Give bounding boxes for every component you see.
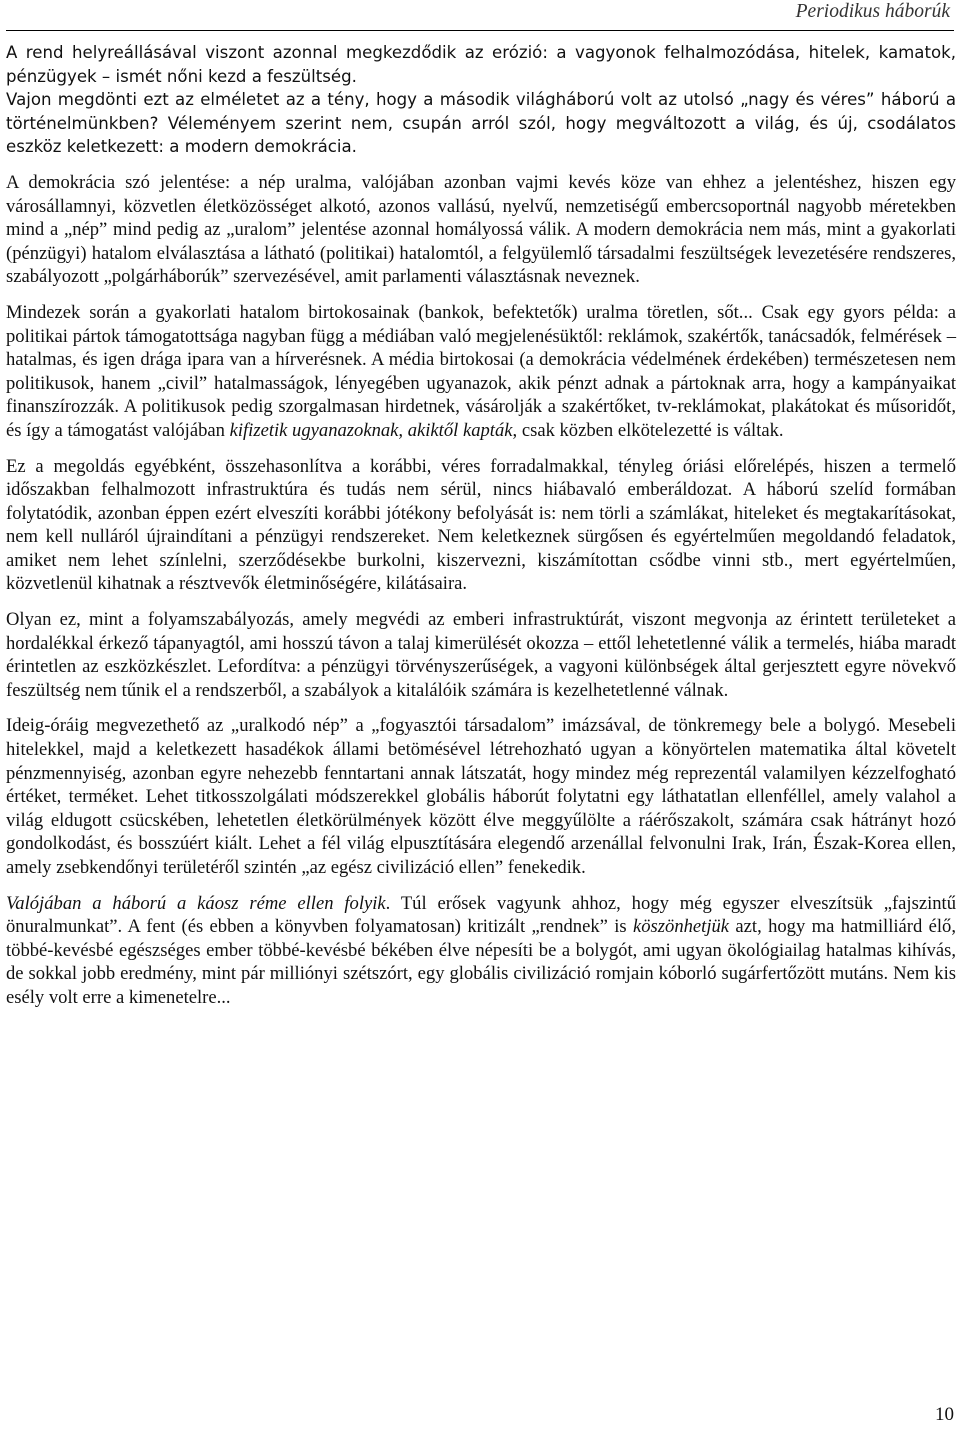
text-segment: Olyan ez, mint a folyamszabályozás, amely megvédi az emberi infrastruktúrát, viszont megvonja az érintett területeket a hordalékkal érkező tápanyagtól, ami hosszú távon a talaj kimerülését okozza – ettől lehetetlenné válik a termelés, hiába maradt érintetlen az eszközkészlet. Lefordítva: a pénzügyi törvényszerűségek, a vagyoni különbségek által gerjesztett egyre növekvő feszültség nem tűnik el a rendszerből, a szabályok a kitalálóik számára is kezelhetetlenné válnak. [6, 609, 956, 701]
document-body [6, 41, 956, 1022]
running-header [6, 0, 954, 31]
text-segment: Vajon megdönti ezt az elméletet az a tény, hogy a második világháború volt az utolsó „nagy és véres” háború a történelmünkben? Véleményem szerint nem, csupán arról szól, hogy megváltozott a világ, és új, csodálatos eszköz keletkezett: a modern demokrácia. [6, 90, 956, 157]
paragraph [6, 41, 956, 88]
italic-text: kifizetik ugyanazoknak, akiktől kapták [229, 419, 513, 441]
paragraph [6, 171, 956, 289]
paragraph [6, 455, 956, 597]
paragraph [6, 608, 956, 702]
paragraph [6, 714, 956, 879]
text-segment: A demokrácia szó jelentése: a nép uralma, valójában azonban vajmi kevés köze van ehhez a jelentéshez, hiszen egy városállamnyi, közvetlen életközösséget alkotó, azonos vallású, nyelvű, nemzetiségű embercsoportnál nagyobb méretekben mind a „nép” mind pedig az „uralom” jelentése azonnal homályossá válik. A modern demokrácia nem más, mint a gyakorlati (pénzügyi) hatalom elválasztása a látható (politikai) hatalomtól, a felgyülemlő társadalmi feszültségek levezetésére rendszeres, szabályozott „polgárháborúk” szervezésével, amit parlamenti választásnak neveznek. [6, 171, 956, 288]
page-number: 10 [935, 1404, 954, 1425]
italic-text: Valójában a háború a káosz réme ellen folyik [6, 892, 386, 914]
italic-text: köszönhetjük [633, 916, 730, 938]
text-segment: , csak közben elkötelezetté is váltak. [512, 419, 784, 441]
text-segment: Ideig-óráig megvezethető az „uralkodó nép” a „fogyasztói társadalom” imázsával, de tönkremegy bele a bolygó. Mesebeli hitelekkel, majd a keletkezett hasadékok állami betömésével létrehozható ugyan a könyörtelen matematika által követelt pénzmennyiség, azonban egyre nehezebb fenntartani annak látszatát, hogy mindez még reprezentál valamilyen kézzelfogható értéket, terméket. Lehet titkosszolgálati módszerekkel globális háborút folytatni egy láthatatlan ellenféllel, amely valahol a világ eldugott csücskében, lehetetlen életkörülmények között élve meggyűlölte a ráérőszakolt, számára csak hátrányt hozó gondolkodást, és bosszúért kiált. Lehet a fél világ elpusztítására elegendő arzenállal felvonulni Irak, Irán, Észak-Korea ellen, amely zsebkendőnyi területéről szintén „az egész civilizáció ellen” fenekedik. [6, 715, 956, 878]
text-segment: Ez a megoldás egyébként, összehasonlítva a korábbi, véres forradalmakkal, tényleg óriási előrelépés, hiszen a termelő időszakban felhalmozott infrastruktúra és tudás nem sérül, nincs hiábavaló emberáldozat. A háború szelíd formában folytatódik, azonban éppen ezért elveszíti korábbi jótékony befolyását is: nem törli a számlákat, hiteleket és megtakarításokat, nem kell nulláról újraindítani a pénzügyi rendszereket. Nem keletkeznek sürgősen és egyértelműen megoldandó feladatok, amiket nem lehet színlelni, szerződésekbe burkolni, kiszervezni, kiszámítottan csődbe vinni stb., mert egyértelműen, közvetlenül kihatnak a résztvevők életminőségére, kilátásaira. [6, 455, 956, 595]
paragraph [6, 892, 956, 1010]
text-segment: azt, hogy ma hatmilliárd élő, többé-kevésbé egészséges ember többé-kevésbé békében élve népesíti be a bolygót, ami ugyan ökológiailag hatalmas kihívás, de sokkal jobb eredmény, mint pár milliónyi szétszórt, egy globális civilizáció romjain kóborló sugárfertőzött mutáns. Nem kis esély volt erre a kimenetelre... [6, 916, 956, 1008]
paragraph [6, 301, 956, 443]
header-title: Periodikus háborúk [795, 1, 950, 22]
text-segment: Mindezek során a gyakorlati hatalom birtokosainak (bankok, befektetők) uralma töretlen, sőt... Csak egy gyors példa: a politikai pártok támogatottsága nagyban függ a médiában való megjelenésüktől: reklámok, szakértők, tanácsadók, felmérések – hatalmas, és igen drága ipara van a hírverésnek. A média birtokosai (a demokrácia védelmének érdekében) természetesen nem politikusok, hanem „civil” hatalmasságok, lényegében ugyanazok, akik pénzt adnak a pártoknak arra, hogy a kampányaikat finanszírozzák. A politikusok pedig szorgalmasan hirdetnek, vásárolják a szakértőket, tv-reklámokat, plakátokat és műsoridőt, és így a támogatást valójában [6, 301, 956, 441]
text-segment: . Túl erősek vagyunk ahhoz, hogy még egyszer elveszítsük „fajszintű önuralmunkat”. A fent (és ebben a könyvben folyamatosan) kritizált „rendnek” is [6, 892, 956, 938]
paragraph [6, 88, 956, 159]
text-segment: A rend helyreállásával viszont azonnal megkezdődik az erózió: a vagyonok felhalmozódása, hitelek, kamatok, pénzügyek – ismét nőni kezd a feszültség. [6, 43, 956, 86]
